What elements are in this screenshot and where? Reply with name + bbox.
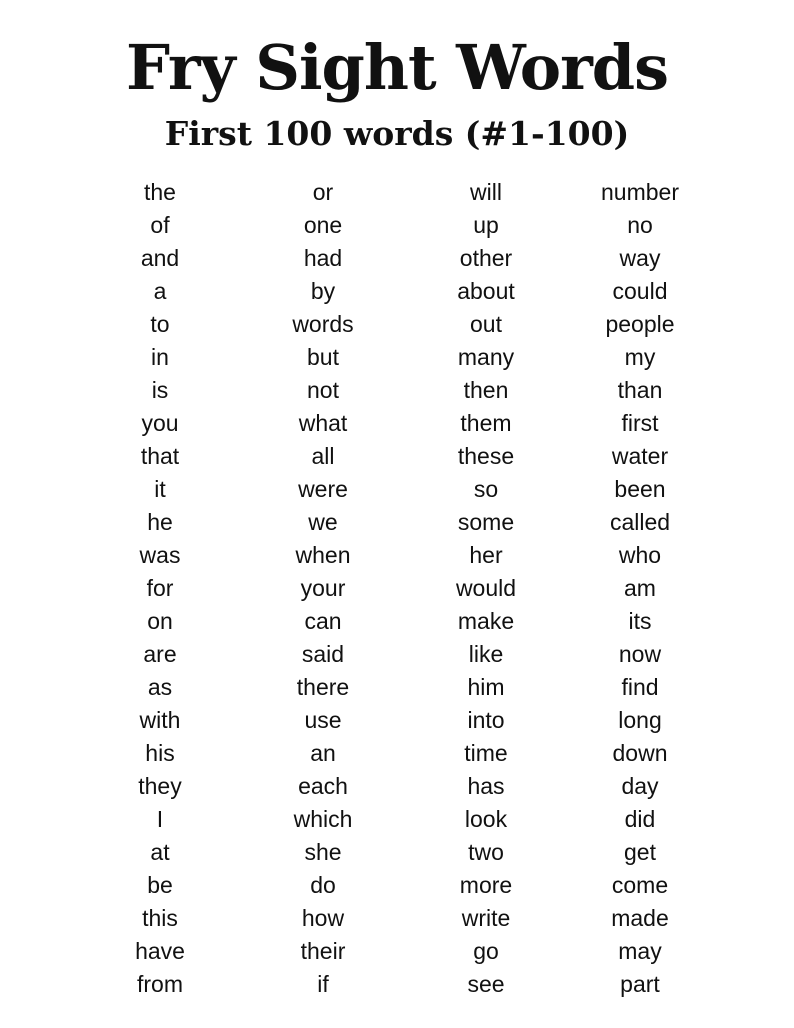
sight-word: way [619,245,661,271]
sight-word: water [611,443,669,469]
sight-word: we [308,509,338,535]
sight-word: there [296,674,350,700]
sight-word: words [292,311,354,337]
sight-word: at [150,839,170,865]
sight-word: he [147,509,173,535]
sight-word: him [467,674,505,700]
sight-word: or [312,179,334,205]
sight-word: so [473,476,499,502]
sight-word: which [293,806,353,832]
sight-word: find [621,674,659,700]
sight-word: out [470,311,502,337]
page-subtitle: First 100 words (#1-100) [164,114,630,153]
sight-word: were [298,476,348,502]
sight-word: get [624,839,656,865]
sight-word: like [468,641,504,667]
sight-word: your [300,575,346,601]
sight-word: write [461,905,511,931]
sight-word: come [611,872,669,898]
sight-word: it [154,476,166,502]
word-column-4 [550,176,730,1001]
sight-word: their [300,938,346,964]
sight-word: be [147,872,173,898]
sight-word: them [460,410,512,436]
sight-word: will [470,179,502,205]
sight-word: had [303,245,343,271]
sight-word: may [618,938,662,964]
sight-word: in [151,344,169,370]
sight-word: two [468,839,504,865]
sight-word: you [141,410,179,436]
sight-word: down [612,740,668,766]
sight-word: but [307,344,339,370]
sight-word: an [310,740,336,766]
sight-word: other [459,245,513,271]
sight-word: and [140,245,180,271]
sight-word: first [621,410,659,436]
sight-word: made [611,905,669,931]
sight-word: now [618,641,662,667]
sight-word: long [618,707,662,733]
sight-word: people [605,311,675,337]
sight-word: my [624,344,656,370]
sight-word: into [467,707,505,733]
sight-word: have [135,938,185,964]
sight-word: what [298,410,348,436]
sight-word: number [601,179,679,205]
word-column-1 [70,176,250,1001]
sight-word: part [620,971,660,997]
sight-word: could [612,278,668,304]
sight-word: a [153,278,167,304]
sight-word: has [467,773,505,799]
sight-word: more [459,872,513,898]
sight-word: make [457,608,515,634]
sight-word: when [295,542,351,568]
sight-word: no [627,212,653,238]
word-column-2 [233,176,413,1001]
sight-word: from [137,971,183,997]
sight-word: would [455,575,517,601]
sight-word: many [457,344,515,370]
sight-word: then [463,377,509,403]
sight-word: is [151,377,169,403]
sight-word: her [469,542,503,568]
sight-word: that [140,443,180,469]
sight-word: who [618,542,662,568]
sight-word: up [473,212,499,238]
sight-word: they [138,773,182,799]
sight-word: for [146,575,174,601]
sight-word: are [143,641,177,667]
sight-word: of [150,212,170,238]
sight-word: was [139,542,181,568]
sight-word: the [144,179,176,205]
sight-word: one [303,212,343,238]
sight-word: look [464,806,508,832]
sight-word: not [307,377,339,403]
sight-word: each [298,773,348,799]
sight-word: called [609,509,671,535]
sight-word: than [617,377,663,403]
sight-word: can [304,608,342,634]
sight-word: all [311,443,335,469]
sight-word: go [473,938,499,964]
sight-word: see [467,971,505,997]
word-column-3 [396,176,576,1001]
sight-word: use [304,707,342,733]
sight-word: as [147,674,173,700]
sight-word: how [301,905,345,931]
sight-word: time [464,740,508,766]
sight-word: said [301,641,345,667]
sight-word: these [457,443,515,469]
sight-word: about [457,278,515,304]
sight-word: I [156,806,164,832]
sight-word: do [310,872,336,898]
sight-word: with [139,707,181,733]
sight-word: his [145,740,175,766]
sight-word: on [147,608,173,634]
sight-word: did [624,806,656,832]
sight-word: am [624,575,656,601]
sight-word: day [621,773,659,799]
sight-word: its [628,608,652,634]
sight-word: she [304,839,342,865]
sight-word: some [457,509,515,535]
page-title: Fry Sight Words [125,31,669,104]
sight-word: this [142,905,178,931]
sight-word: to [150,311,170,337]
sight-word: been [614,476,666,502]
sight-word: by [310,278,336,304]
sight-word: if [317,971,329,997]
